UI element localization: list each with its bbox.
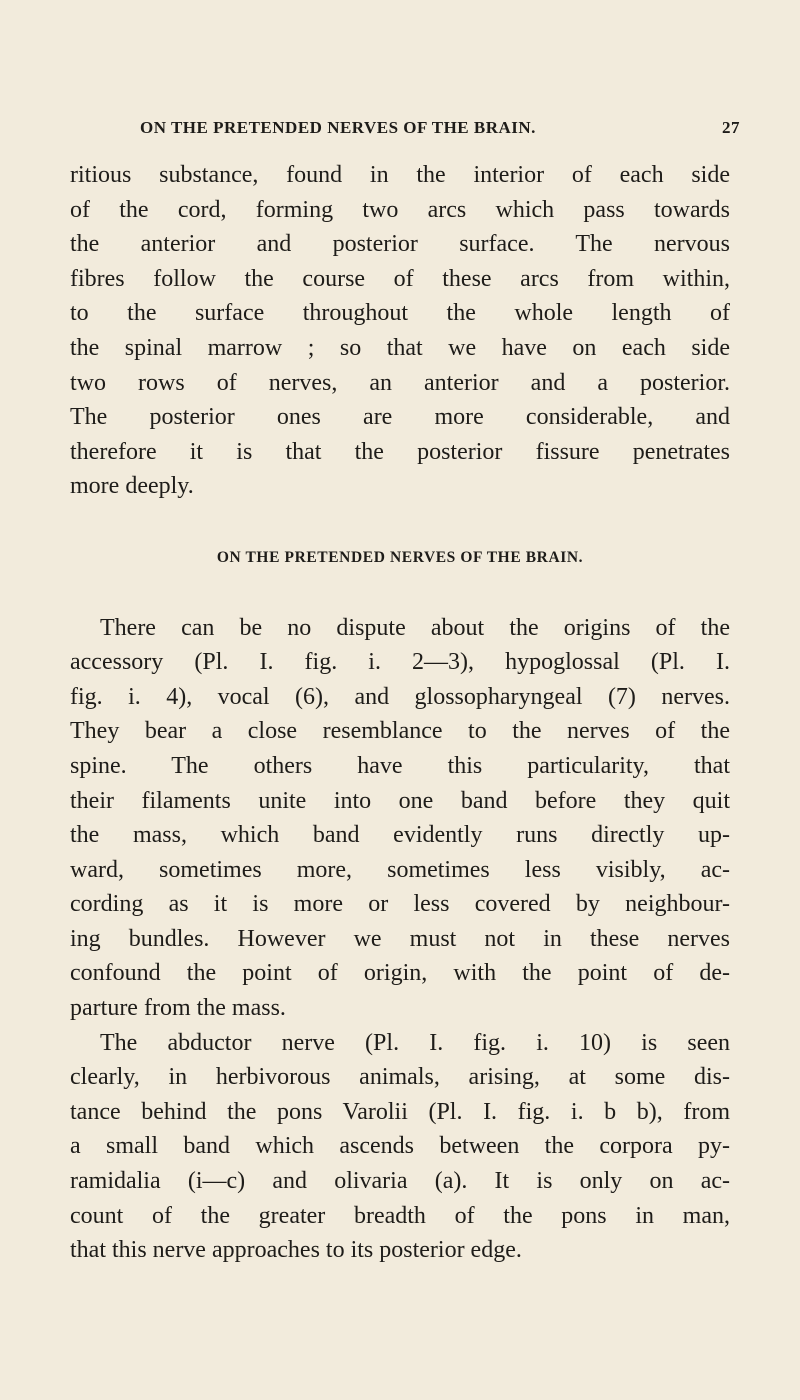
- text-line: The abductor nerve (Pl. I. fig. i. 10) is seen: [100, 1029, 730, 1056]
- paragraph-2: [70, 611, 730, 1026]
- paragraph-3: [70, 1026, 730, 1268]
- text-line: accessory (Pl. I. fig. i. 2—3), hypoglossal (Pl. I.: [70, 649, 730, 676]
- text-line: ward, sometimes more, sometimes less visibly, ac-: [70, 856, 730, 883]
- text-line: confound the point of origin, with the point of de-: [70, 960, 730, 987]
- text-line: that this nerve approaches to its posterior edge.: [70, 1237, 522, 1264]
- text-line: fig. i. 4), vocal (6), and glossopharyngeal (7) nerves.: [70, 683, 730, 710]
- text-line: the anterior and posterior surface. The nervous: [70, 231, 730, 258]
- text-line: They bear a close resemblance to the nerves of the: [70, 718, 730, 745]
- text-line: spine. The others have this particularity, that: [70, 752, 730, 779]
- text-line: fibres follow the course of these arcs from within,: [70, 265, 730, 292]
- text-line: parture from the mass.: [70, 995, 286, 1022]
- text-line: count of the greater breadth of the pons in man,: [70, 1202, 730, 1229]
- text-line: ramidalia (i—c) and olivaria (a). It is only on ac-: [70, 1168, 730, 1195]
- text-line: a small band which ascends between the corpora py-: [70, 1133, 730, 1160]
- section-heading: ON THE PRETENDED NERVES OF THE BRAIN.: [216, 548, 584, 566]
- text-line: of the cord, forming two arcs which pass towards: [70, 196, 730, 223]
- text-line: the spinal marrow ; so that we have on each side: [70, 334, 730, 361]
- text-line: to the surface throughout the whole length of: [70, 300, 730, 327]
- text-line: two rows of nerves, an anterior and a posterior.: [70, 369, 730, 396]
- text-line: ing bundles. However we must not in these nerves: [70, 925, 730, 952]
- page-number: 27: [722, 118, 740, 137]
- text-line: tance behind the pons Varolii (Pl. I. fig. i. b b), from: [70, 1098, 730, 1125]
- text-line: their filaments unite into one band before they quit: [70, 787, 730, 814]
- paragraph-1: [70, 158, 730, 504]
- text-line: cording as it is more or less covered by neighbour-: [70, 891, 730, 918]
- text-line: clearly, in herbivorous animals, arising, at some dis-: [70, 1064, 730, 1091]
- running-head-title: ON THE PRETENDED NERVES OF THE BRAIN.: [140, 118, 536, 137]
- running-head: [140, 118, 740, 138]
- text-line: more deeply.: [70, 473, 194, 500]
- text-line: the mass, which band evidently runs directly up-: [70, 822, 730, 849]
- page-body: [70, 158, 730, 1268]
- text-line: therefore it is that the posterior fissure penetrates: [70, 438, 730, 465]
- text-line: The posterior ones are more considerable, and: [70, 404, 730, 431]
- text-line: There can be no dispute about the origins of the: [100, 614, 730, 641]
- text-line: ritious substance, found in the interior of each side: [70, 162, 730, 188]
